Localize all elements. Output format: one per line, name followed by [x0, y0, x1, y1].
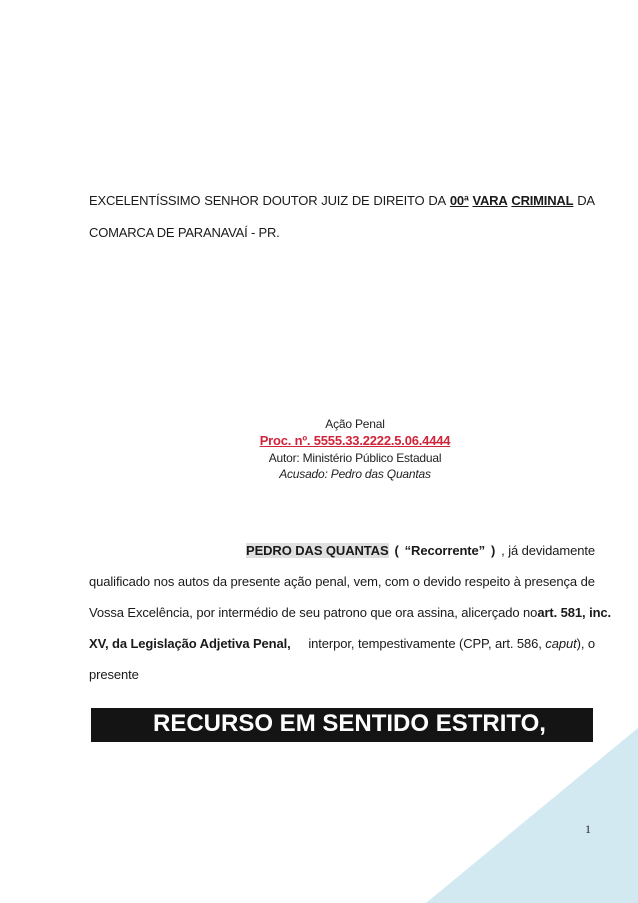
addressee-word: DOUTOR	[262, 193, 318, 208]
word: nos	[153, 574, 175, 589]
addressee-word: DE	[351, 193, 370, 208]
word: da	[212, 574, 227, 589]
line-4-text-a: interpor, tempestivamente (CPP, art. 586,	[308, 636, 542, 651]
word: à	[513, 574, 521, 589]
line-1-rest: , já devidamente	[501, 543, 595, 558]
corner-decoration	[426, 728, 638, 903]
legal-reference: art. 581, inc.	[537, 605, 612, 620]
case-author: Autor: Ministério Público Estadual	[268, 451, 442, 465]
word: respeito	[464, 574, 511, 589]
petitioner-name: PEDRO DAS QUANTAS	[246, 543, 389, 558]
word: presença	[524, 574, 578, 589]
word: de	[580, 574, 595, 589]
addressee-line-1	[89, 193, 595, 208]
petitioner-role: “Recorrente”	[404, 543, 486, 558]
word: ação	[283, 574, 312, 589]
word: devido	[423, 574, 462, 589]
addressee-word: JUIZ	[321, 193, 348, 208]
addressee-word: DA	[428, 193, 447, 208]
case-accused: Acusado: Pedro das Quantas	[279, 467, 431, 481]
line-4-text-b: ), o	[576, 636, 595, 651]
addressee-word: DA	[577, 193, 595, 208]
caput-italic: caput	[545, 636, 577, 651]
page-number: 1	[585, 822, 591, 836]
addressee-word: SENHOR	[204, 193, 259, 208]
word: autos	[177, 574, 210, 589]
paragraph-line-2	[89, 574, 595, 589]
vara-number: 00ª	[449, 193, 469, 208]
line-3-text: Vossa Excelência, por intermédio de seu patrono que ora assina, alicerçado no	[89, 605, 538, 620]
vara-word: VARA	[472, 193, 508, 208]
paragraph-line-4	[89, 636, 595, 651]
paren-open: (	[394, 543, 399, 558]
appeal-title: RECURSO EM SENTIDO ESTRITO,	[153, 710, 546, 737]
line-4-text	[308, 636, 595, 651]
word: vem,	[353, 574, 382, 589]
addressee-word: EXCELENTÍSSIMO	[89, 193, 201, 208]
paragraph-line-5: presente	[89, 667, 139, 682]
word: o	[412, 574, 420, 589]
word: presente	[230, 574, 281, 589]
word: com	[384, 574, 410, 589]
word: qualificado	[89, 574, 151, 589]
case-header	[220, 416, 490, 482]
appeal-title-banner	[91, 708, 593, 742]
paragraph-line-1	[246, 543, 595, 558]
case-action: Ação Penal	[325, 417, 385, 431]
criminal-word: CRIMINAL	[511, 193, 574, 208]
legal-reference-cont: XV, da Legislação Adjetiva Penal,	[89, 636, 291, 651]
addressee-word: DIREITO	[373, 193, 425, 208]
case-process-number: Proc. nº. 5555.33.2222.5.06.4444	[259, 433, 451, 448]
word: penal,	[315, 574, 351, 589]
paren-close: )	[491, 543, 496, 558]
addressee-line-2: COMARCA DE PARANAVAÍ - PR.	[89, 225, 280, 240]
paragraph-line-3	[89, 605, 612, 620]
